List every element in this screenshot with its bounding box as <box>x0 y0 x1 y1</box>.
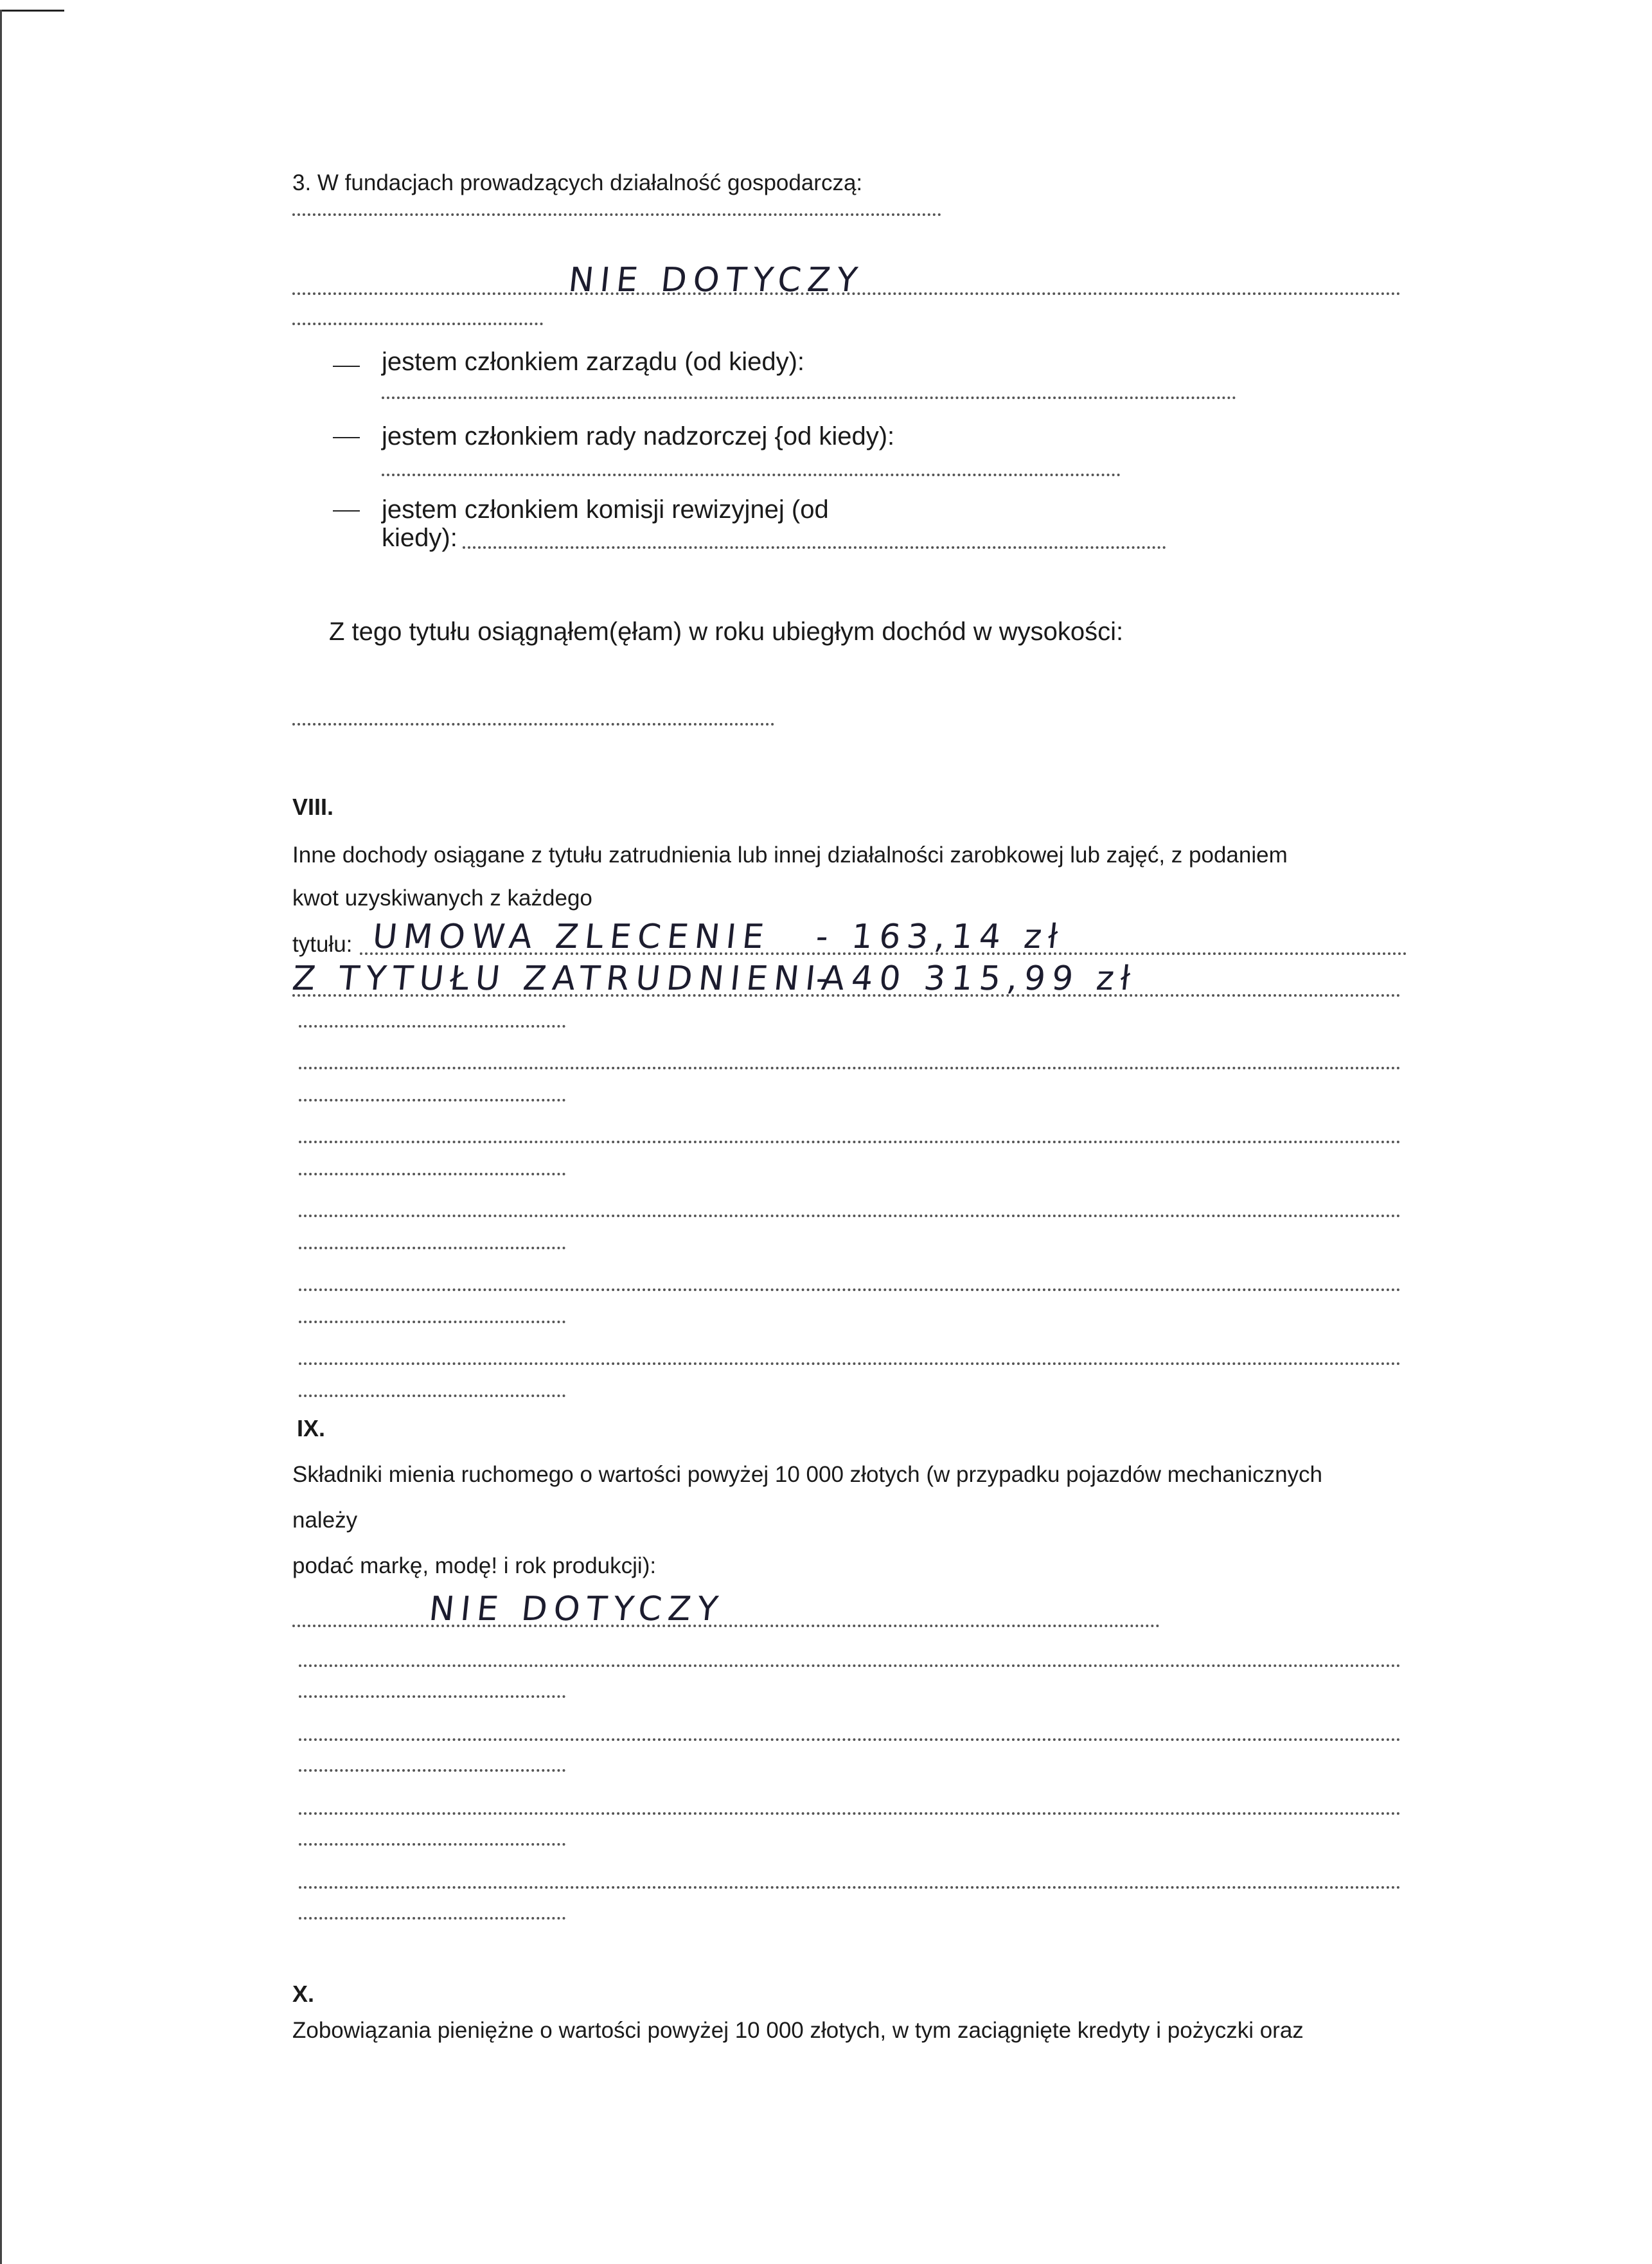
section8-heading: VIII. <box>292 794 334 820</box>
dotted-line <box>299 1395 565 1397</box>
dotted-line <box>299 1141 1401 1143</box>
section10-text-line1: Zobowiązania pieniężne o wartości powyżej 10 000 złotych, w tym zaciągnięte kredyty i pożyczki oraz <box>292 2018 1304 2043</box>
dotted-line <box>299 1738 1401 1741</box>
dotted-line <box>299 1812 1401 1815</box>
dotted-line <box>299 1843 565 1846</box>
dotted-line <box>299 1288 1401 1291</box>
supervisory-board-label: jestem członkiem rady nadzorczej {od kiedy): <box>382 422 895 450</box>
handwritten-income-amount-1: - 163,14 zł <box>813 918 1066 956</box>
list-dash <box>333 366 360 367</box>
dotted-line <box>299 1025 565 1028</box>
handwritten-income-amount-2: - 40 315,99 zł <box>813 959 1139 998</box>
section3-heading: 3. W fundacjach prowadzących działalność gospodarczą: <box>292 170 863 195</box>
dotted-line <box>299 1215 1401 1217</box>
dotted-line <box>299 1362 1401 1365</box>
handwritten-not-applicable: NIE DOTYCZY <box>566 261 866 299</box>
dotted-line <box>382 397 1236 399</box>
section10-heading: X. <box>292 1981 315 2007</box>
section8-text-line2: kwot uzyskiwanych z każdego <box>292 886 592 911</box>
dotted-line <box>299 1247 565 1249</box>
dotted-line <box>299 1917 565 1920</box>
dotted-line <box>292 213 941 216</box>
dotted-line <box>292 1625 1160 1627</box>
dotted-line <box>292 723 774 726</box>
scan-border-top <box>0 10 64 12</box>
handwritten-not-applicable-2: NIE DOTYCZY <box>427 1590 727 1628</box>
handwritten-income-source-1: UMOWA ZLECENIE <box>370 918 772 956</box>
dotted-line <box>299 1321 565 1323</box>
section9-heading: IX. <box>297 1415 326 1441</box>
dotted-line <box>299 1695 565 1698</box>
section9-text-line2: należy <box>292 1508 358 1533</box>
dotted-line <box>299 1886 1401 1889</box>
dotted-line <box>382 474 1121 476</box>
scan-border-left <box>0 10 2 2264</box>
handwritten-income-source-2: Z TYTUŁU ZATRUDNIENIA <box>290 959 853 998</box>
list-dash <box>333 510 360 512</box>
dotted-line <box>299 1769 565 1772</box>
dotted-line <box>299 1067 1401 1069</box>
dotted-line <box>299 1099 565 1101</box>
dotted-line <box>463 546 1166 549</box>
audit-committee-label-cont: kiedy): <box>382 524 457 552</box>
audit-committee-label: jestem członkiem komisji rewizyjnej (od <box>382 495 829 524</box>
section8-text-line1: Inne dochody osiągane z tytułu zatrudnienia lub innej działalności zarobkowej lub zajęć, z podaniem <box>292 842 1288 868</box>
section9-text-line1: Składniki mienia ruchomego o wartości powyżej 10 000 złotych (w przypadku pojazdów mechanicznych <box>292 1462 1323 1487</box>
dotted-line <box>292 323 543 325</box>
dotted-line <box>299 1664 1401 1667</box>
section9-text-line3: podać markę, modę! i rok produkcji): <box>292 1553 657 1578</box>
income-statement: Z tego tytułu osiągnąłem(ęłam) w roku ubiegłym dochód w wysokości: <box>329 618 1124 646</box>
board-member-label: jestem członkiem zarządu (od kiedy): <box>382 348 805 376</box>
tytulu-label: tytułu: <box>292 932 353 957</box>
list-dash <box>333 437 360 438</box>
dotted-line <box>299 1173 565 1175</box>
